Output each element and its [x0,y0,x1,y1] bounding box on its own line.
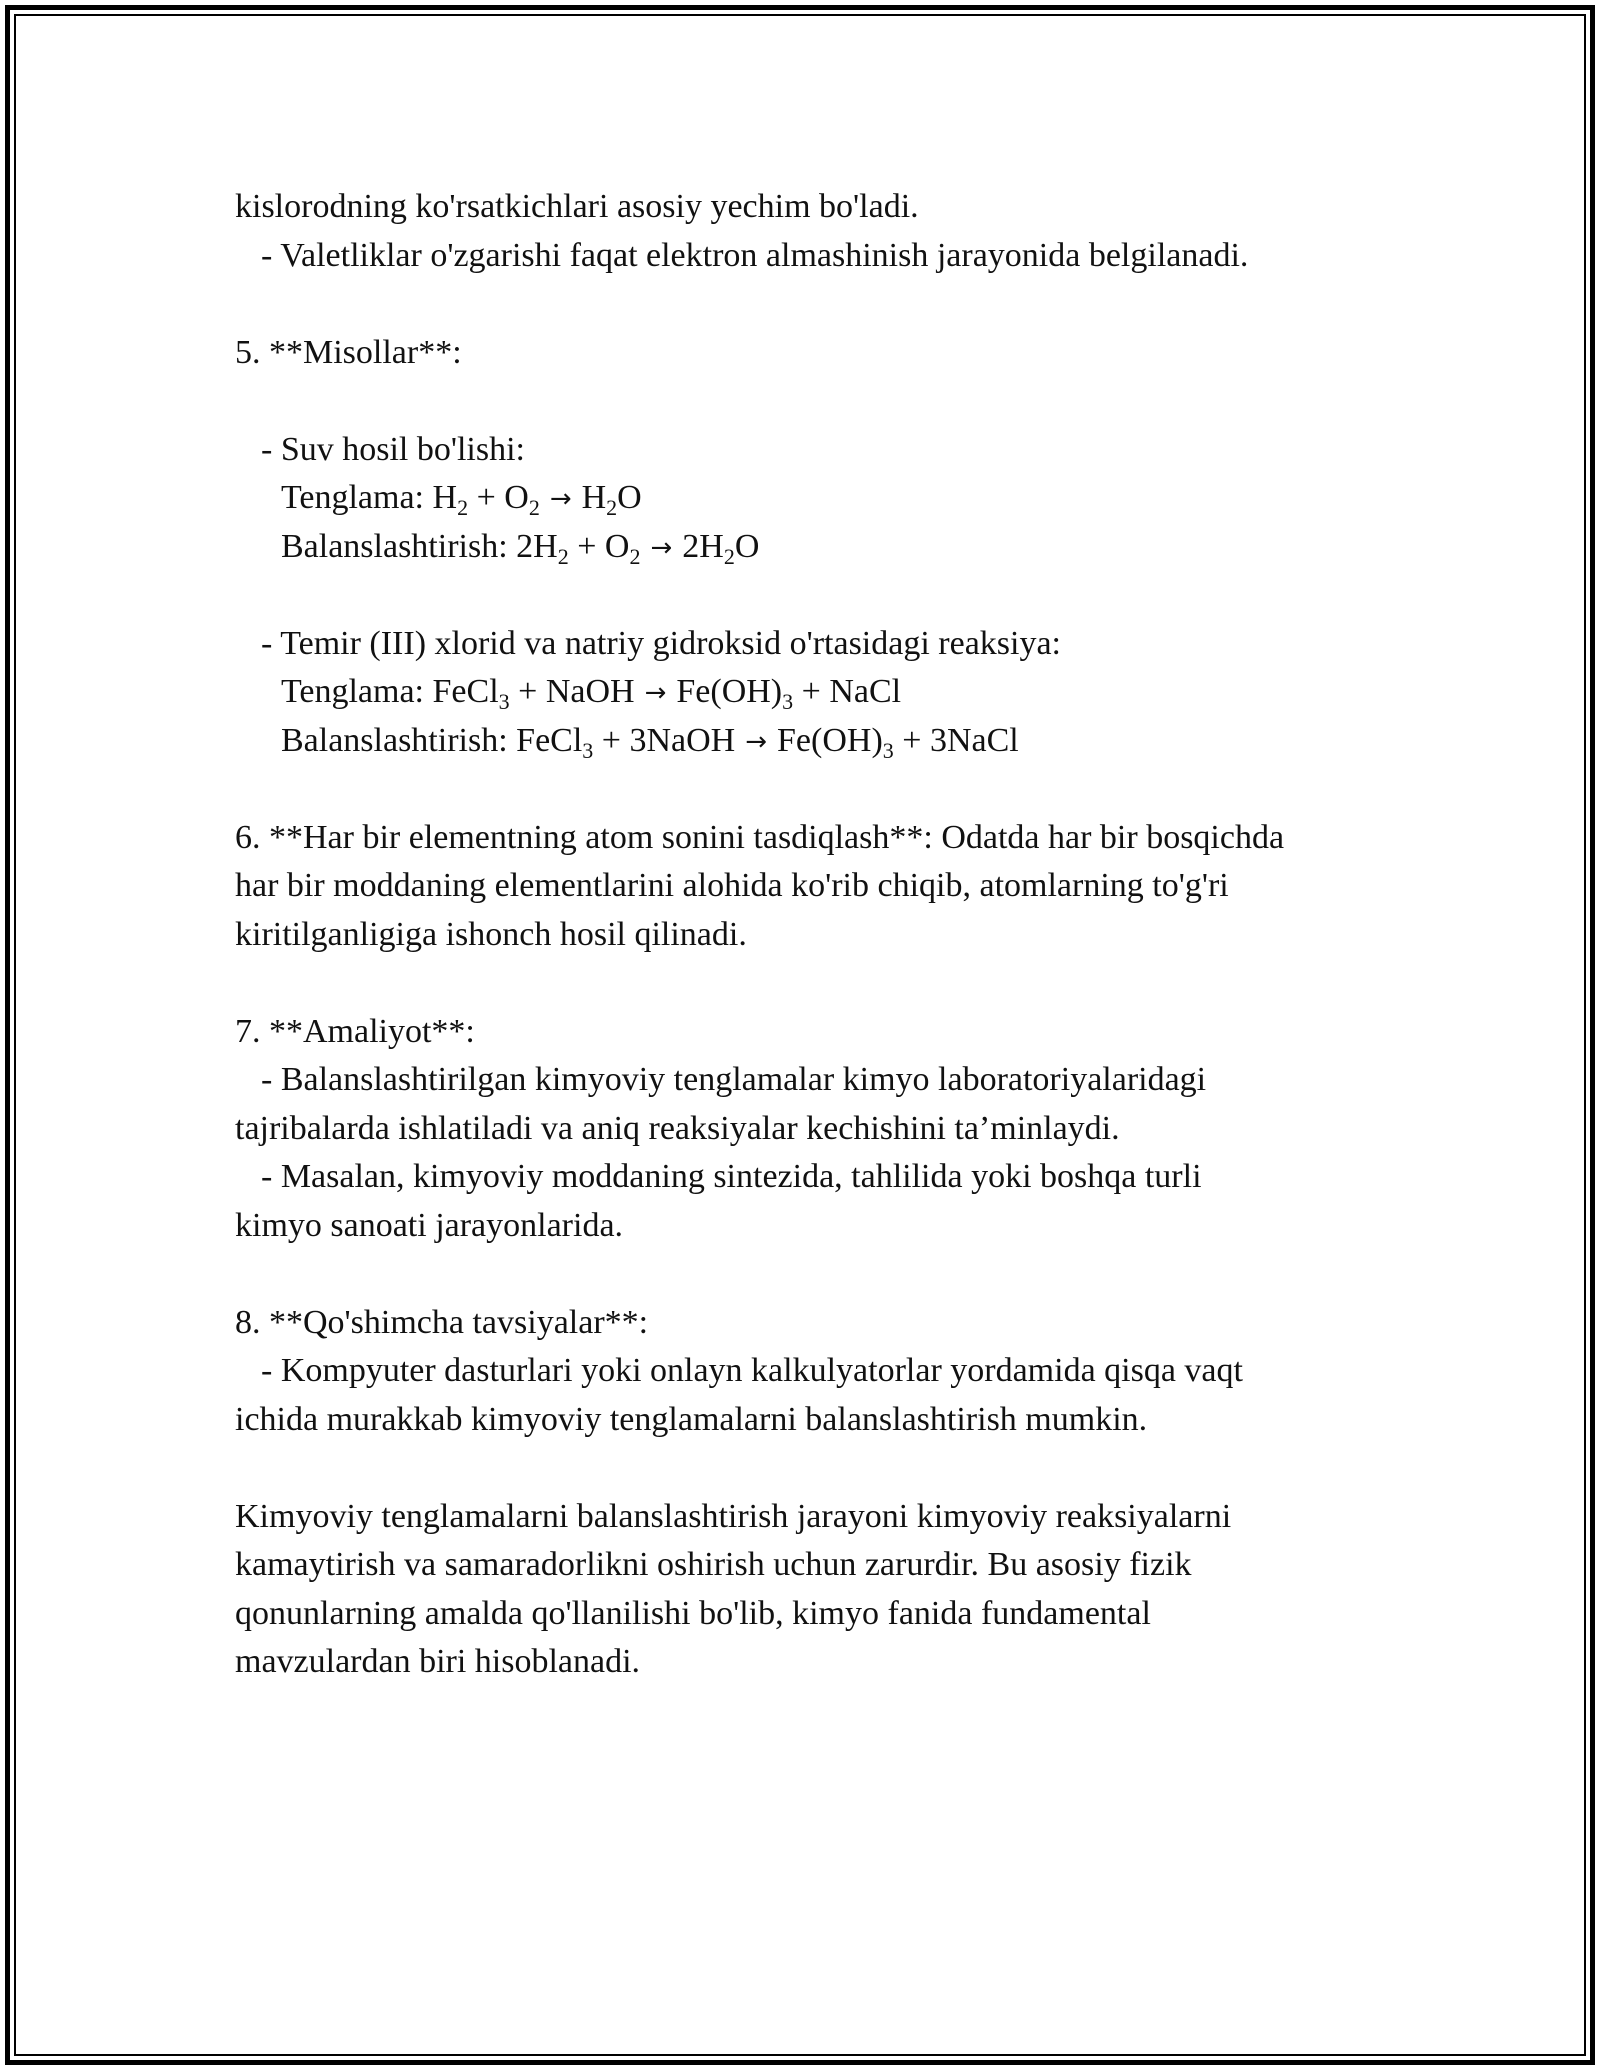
text-line: kislorodning ko'rsatkichlari asosiy yechim bo'ladi. [235,188,919,225]
section-heading-8: 8. **Qo'shimcha tavsiyalar**: [235,1303,649,1341]
formula-text: + 3NaOH [593,721,736,759]
spacer [235,1250,1395,1299]
formula-text: 2H [516,527,558,565]
formula-text: + O [468,479,529,516]
conclusion-line: kamaytirish va samaradorlikni oshirish uchun zarurdir. Bu asosiy fizik [235,1546,1192,1583]
example-title-water: - Suv hosil bo'lishi: [261,430,525,468]
equation-label: Balanslashtirish: [281,721,508,759]
text-line: ichida murakkab kimyoviy tenglamalarni balanslashtirish mumkin. [235,1400,1148,1438]
subscript: 2 [528,495,540,520]
formula-text: Fe(OH) [676,673,783,710]
spacer [235,377,1395,426]
conclusion-line: qonunlarning amalda qo'llanilishi bo'lib, kimyo fanida fundamental [235,1594,1151,1632]
conclusion-line: mavzulardan biri hisoblanadi. [235,1643,641,1680]
reaction-arrow-icon: → [644,678,667,708]
text-line: kimyo sanoati jarayonlarida. [235,1206,624,1244]
equation-line-iron [235,668,1395,717]
subscript: 2 [457,495,469,520]
subscript: 2 [629,543,641,569]
formula-text: Fe(OH) [777,721,883,759]
subscript: 2 [723,543,735,569]
subscript: 2 [557,543,569,569]
reaction-arrow-icon: → [745,726,768,757]
formula-text: FeCl [432,673,499,710]
text-line: har bir moddaning elementlarini alohida ko'rib chiqib, atomlarning to'g'ri [235,867,1229,904]
formula-text: H [432,479,458,516]
formula-text: O [617,479,642,516]
equation-formula [432,673,902,714]
reaction-arrow-icon: → [549,484,572,514]
section-heading-5: 5. **Misollar**: [235,333,462,371]
formula-text: 2H [682,527,724,565]
example-title-iron: - Temir (III) xlorid va natriy gidroksid o'rtasidagi reaksiya: [261,624,1061,662]
text-line: tajribalarda ishlatiladi va aniq reaksiyalar kechishini ta’minlaydi. [235,1109,1120,1147]
subscript: 2 [606,495,618,520]
bullet-line: - Kompyuter dasturlari yoki onlayn kalkulyatorlar yordamida qisqa vaqt [261,1352,1243,1389]
spacer [235,959,1395,1008]
text-line: kiritilganligiga ishonch hosil qilinadi. [235,915,747,953]
balanced-line-water [235,523,1395,572]
spacer [235,1444,1395,1493]
equation-label: Tenglama: [281,673,425,710]
document-body [235,183,1395,1687]
formula-text: O [734,527,760,565]
reaction-arrow-icon: → [650,532,673,563]
formula-text: + 3NaCl [893,721,1019,759]
equation-label: Tenglama: [281,479,425,516]
equation-formula [516,721,1019,763]
spacer [235,280,1395,329]
equation-label: Balanslashtirish: [281,527,508,565]
section-heading-7: 7. **Amaliyot**: [235,1012,475,1050]
formula-text: + NaCl [793,673,902,710]
formula-text: + O [568,527,630,565]
subscript: 3 [498,689,510,714]
subscript: 3 [582,737,594,763]
subscript: 3 [882,737,894,763]
section-heading-6: 6. **Har bir elementning atom sonini tasdiqlash**: Odatda har bir bosqichda [235,818,1285,856]
equation-formula [432,479,642,520]
formula-text: + NaOH [509,673,635,710]
bullet-line: - Valetliklar o'zgarishi faqat elektron almashinish jarayonida belgilanadi. [261,236,1249,274]
formula-text: H [581,479,607,516]
spacer [235,765,1395,814]
balanced-line-iron [235,717,1395,766]
bullet-line: - Balanslashtirilgan kimyoviy tenglamalar kimyo laboratoriyalaridagi [261,1061,1207,1098]
equation-line-water [235,474,1395,523]
bullet-line: - Masalan, kimyoviy moddaning sintezida, tahlilida yoki boshqa turli [261,1158,1202,1195]
conclusion-line: Kimyoviy tenglamalarni balanslashtirish jarayoni kimyoviy reaksiyalarni [235,1497,1232,1535]
spacer [235,571,1395,620]
equation-formula [516,527,760,569]
subscript: 3 [782,689,794,714]
formula-text: FeCl [516,721,583,759]
